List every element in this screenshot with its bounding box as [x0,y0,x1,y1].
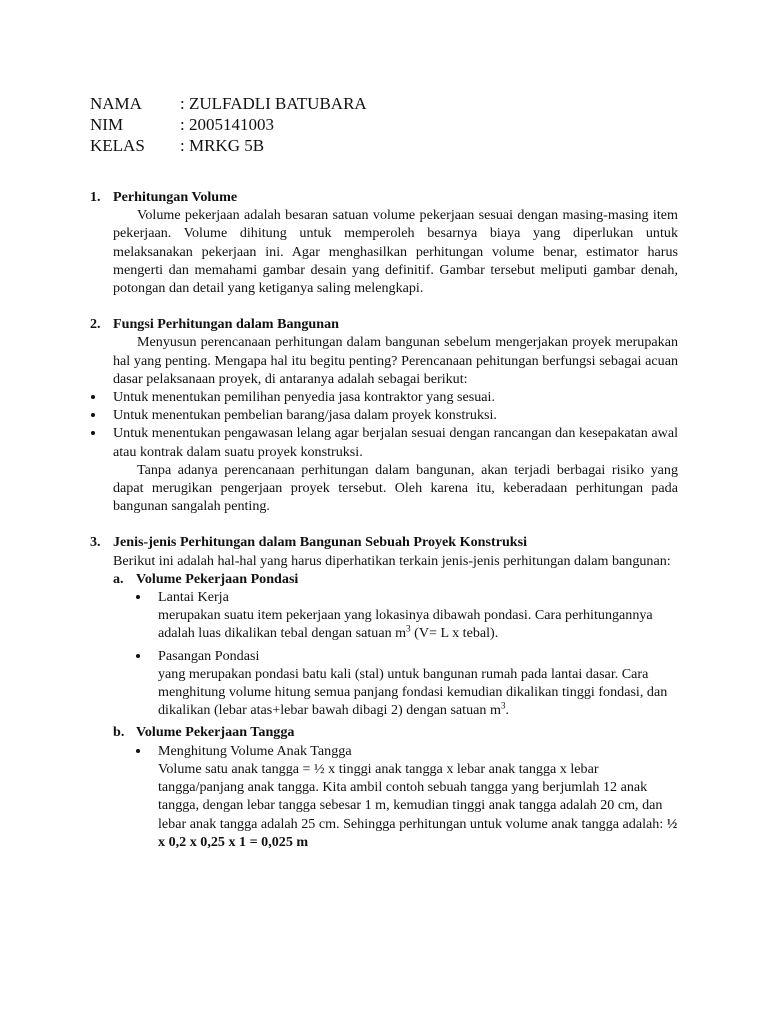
bullet-text: Untuk menentukan pembelian barang/jasa dalam proyek konstruksi. [113,407,497,424]
item-detail [158,760,678,851]
item-tail: . [505,702,509,719]
item-name: Lantai Kerja [158,589,229,606]
subsection-b-letter: b. [113,724,125,741]
bullet-icon [113,647,158,665]
item-heading [113,647,678,665]
section-2-closing: Tanpa adanya perencanaan perhitungan dalam bangunan, akan terjadi berbagai risiko yang dapat merugikan pengerjaan proyek tersebut. Oleh karena itu, keberadaan perhitungan pada bangunan sangalah penting. [113,461,678,515]
bullet-text: Untuk menentukan pemilihan penyedia jasa kontraktor yang sesuai. [113,389,495,406]
name-label: NAMA [90,94,142,113]
section-2-heading [90,315,678,333]
header-row-class [90,135,367,156]
list-item [90,424,678,460]
item-name: Pasangan Pondasi [158,647,260,664]
unit-superscript: 3 [500,700,506,711]
list-item [113,742,678,851]
section-1-number: 1. [90,189,101,205]
item-detail [158,606,678,642]
subsection-a [113,570,678,720]
bullet-icon [90,406,113,424]
subsection-b-heading [113,723,678,741]
section-2-paragraph: Menyusun perencanaan perhitungan dalam bangunan sebelum mengerjakan proyek merupakan hal yang penting. Mengapa hal itu begitu penting? Perencanaan pehitungan berfungsi sebagai acuan dasar pelaksanaan proyek, di antaranya adalah sebagai berikut: [113,334,678,387]
subsection-a-heading [113,570,678,588]
item-text: merupakan suatu item pekerjaan yang lokasinya dibawah pondasi. Cara perhitungannya adalah luas dikalikan tebal dengan satuan m [158,607,653,642]
subsection-b [113,723,678,850]
section-1-paragraph: Volume pekerjaan adalah besaran satuan volume pekerjaan sesuai dengan masing-masing item pekerjaan. Volume dihitung untuk memperoleh besarnya biaya yang diperlukan untuk melaksanakan pekerjaan ini. Agar menghasilkan perhitungan volume benar, estimator harus mengerti dan memahami gambar desain yang definitif. Gambar tersebut meliputi gambar denah, potongan dan detail yang ketiganya saling melengkapi. [113,207,678,297]
item-tail: (V= L x tebal). [410,625,499,642]
section-1-title: Perhitungan Volume [113,189,238,205]
section-3-heading [90,533,678,551]
section-3-number: 3. [90,534,101,551]
header-row-name [90,93,367,114]
nim-label: NIM [90,115,124,134]
document-content [90,188,678,869]
bullet-icon [90,424,113,460]
header-row-nim [90,114,367,135]
unit-superscript: 3 [406,623,411,634]
class-label: KELAS [90,136,145,155]
section-3 [90,533,678,850]
nim-value: : 2005141003 [180,115,274,134]
item-heading [113,742,678,760]
item-text: Volume satu anak tangga = ½ x tinggi anak tangga x lebar anak tangga x lebar tangga/panjang anak tangga. Kita ambil contoh sebuah tangga yang berjumlah 12 anak tangga, dengan lebar tangga sebesar 1 m, kemudian tinggi anak tangga adalah 20 cm, dan lebar anak tangga adalah 25 cm. Sehingga perhitungan untuk volume anak tangga adalah: [158,760,667,832]
student-header [90,93,367,156]
item-detail [158,665,678,720]
formula-result: ½ x 0,2 x 0,25 x 1 = 0,025 m [158,815,678,850]
item-name: Menghitung Volume Anak Tangga [158,742,352,759]
section-2 [90,315,678,515]
section-3-intro: Berikut ini adalah hal-hal yang harus diperhatikan terkain jenis-jenis perhitungan dalam bangunan: [113,552,671,569]
bullet-icon [113,588,158,606]
subsection-a-letter: a. [113,570,124,587]
section-2-title: Fungsi Perhitungan dalam Bangunan [113,316,339,333]
section-1-heading [90,188,678,206]
subsection-a-title: Volume Pekerjaan Pondasi [136,570,299,587]
bullet-icon [113,742,158,760]
class-value: : MRKG 5B [180,136,265,155]
section-2-number: 2. [90,316,101,333]
bullet-icon [90,388,113,406]
item-text: yang merupakan pondasi batu kali (stal) untuk bangunan rumah pada lantai dasar. Cara menghitung volume hitung semua panjang fondasi kemudian dikalikan tinggi fondasi, dan dikalikan (lebar atas+lebar bawah dibagi 2) dengan satuan m [158,665,668,719]
item-heading [113,588,678,606]
subsection-b-title: Volume Pekerjaan Tangga [136,724,295,741]
section-3-title: Jenis-jenis Perhitungan dalam Bangunan Sebuah Proyek Konstruksi [113,534,528,551]
list-item [113,647,678,720]
list-item [113,588,678,643]
list-item [90,388,678,406]
section-1 [90,188,678,297]
list-item [90,406,678,424]
name-value: : ZULFADLI BATUBARA [180,94,367,113]
bullet-text: Untuk menentukan pengawasan lelang agar berjalan sesuai dengan rancangan dan kesepakatan awal atau kontrak dalam suatu proyek konstruksi. [113,425,678,460]
